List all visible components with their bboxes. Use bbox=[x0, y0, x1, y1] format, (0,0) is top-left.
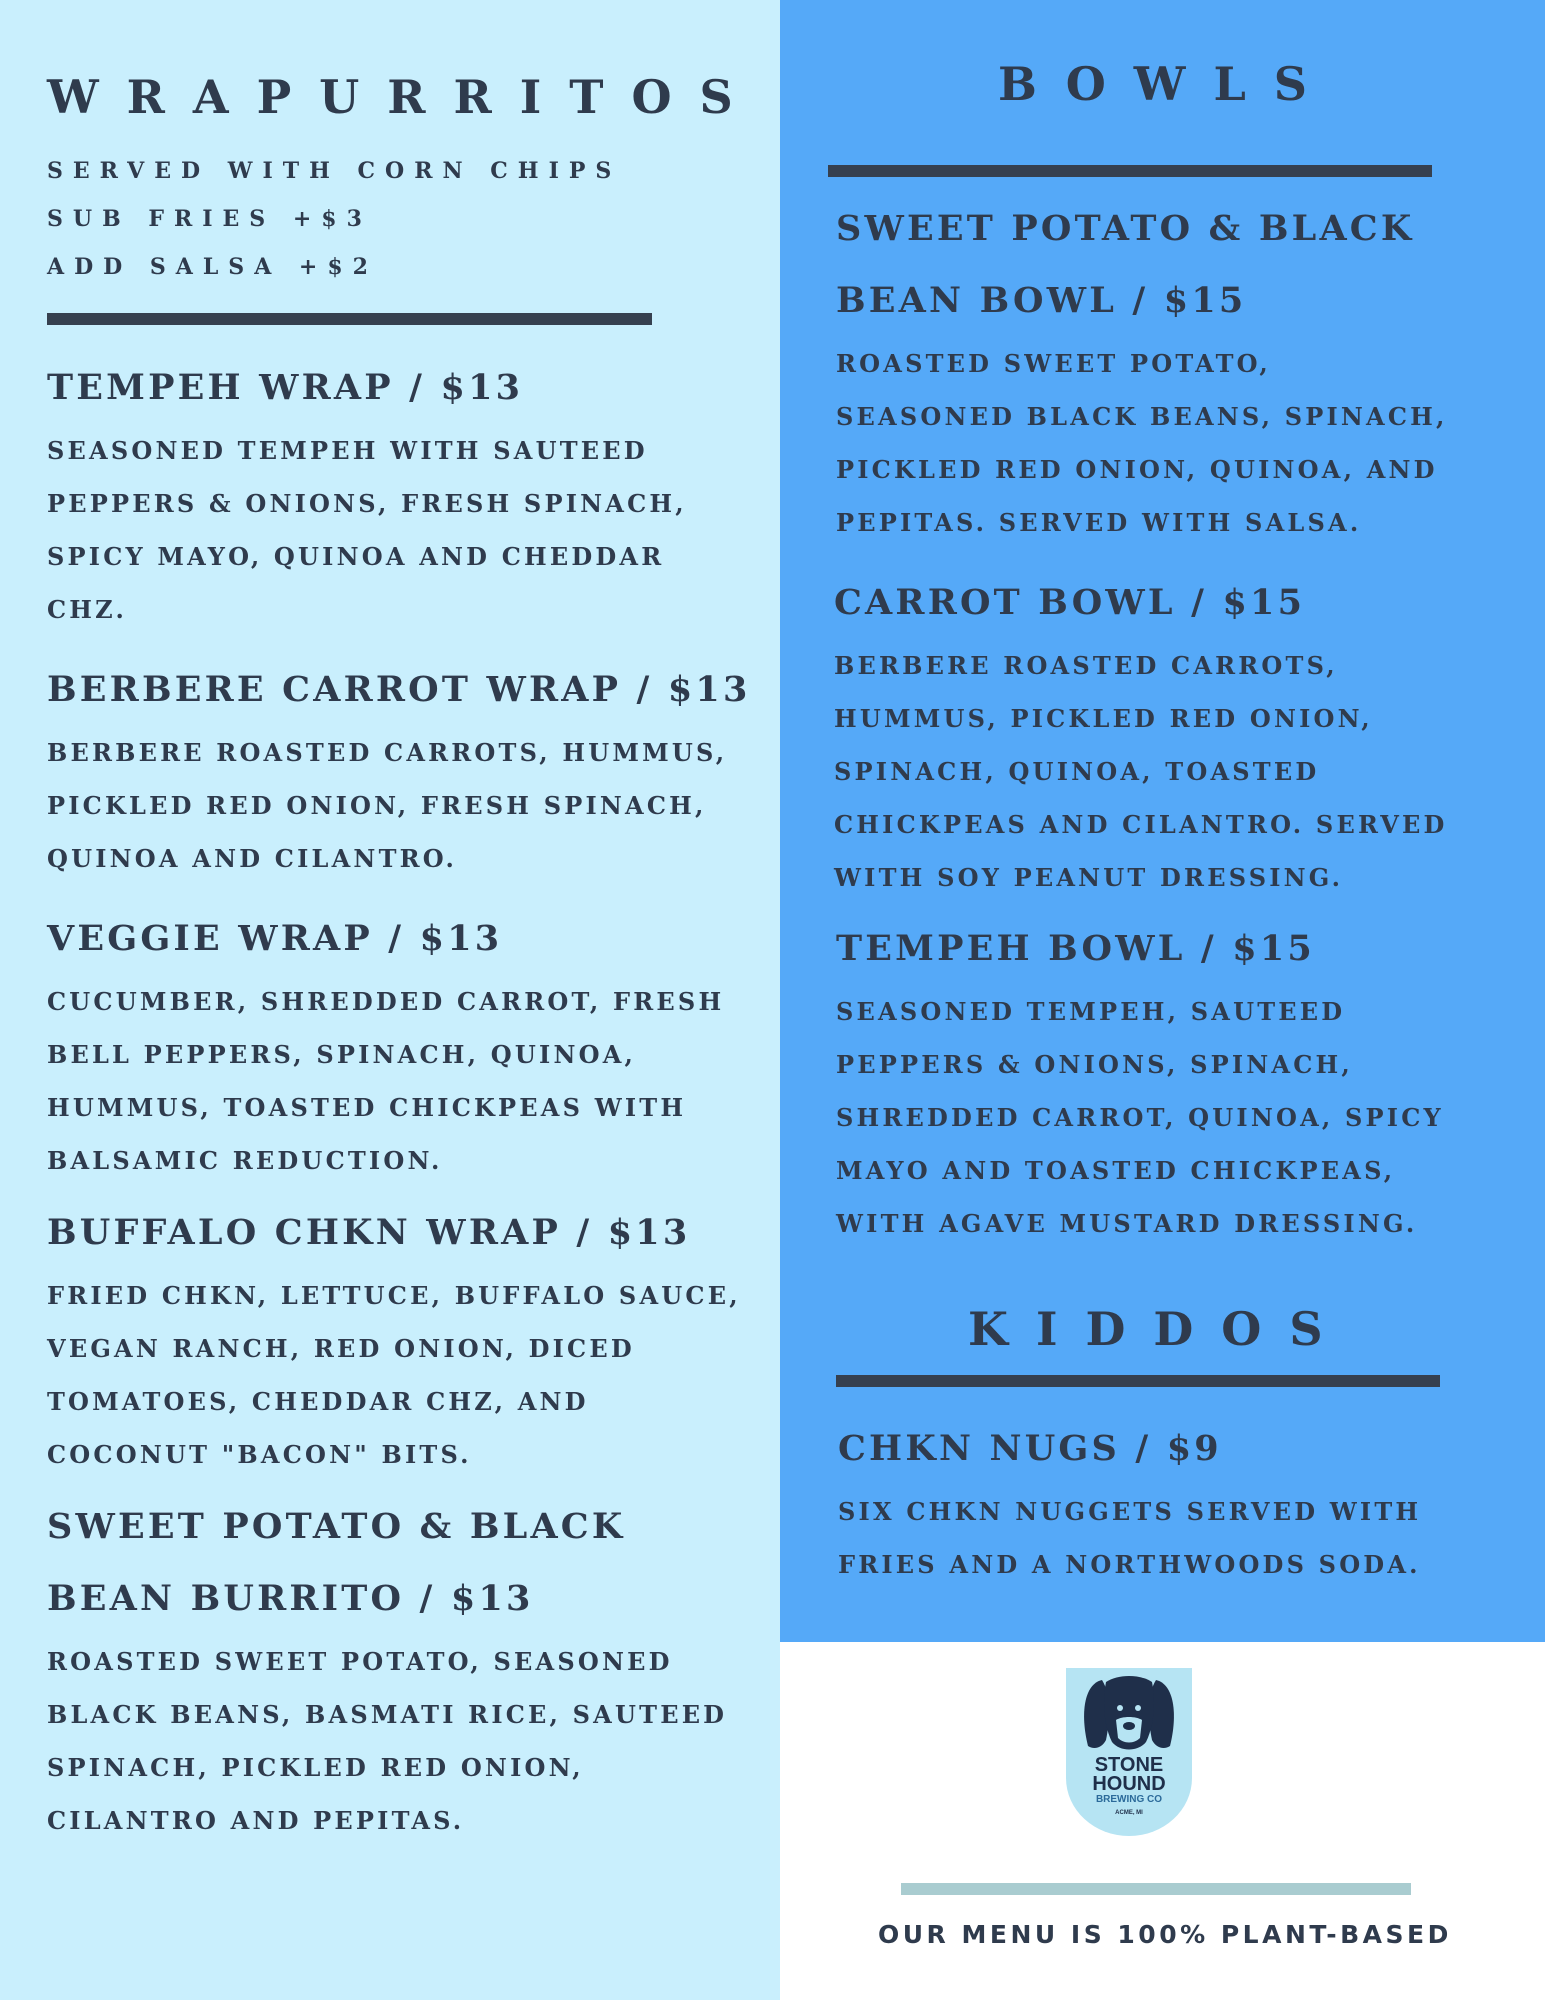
menu-item-veggie-wrap bbox=[47, 903, 724, 1187]
item-title: SWEET POTATO & BLACK BEAN BURRITO / $13 bbox=[47, 1506, 626, 1619]
note-corn-chips: SERVED WITH CORN CHIPS bbox=[47, 158, 622, 184]
menu-item-tempeh-bowl bbox=[836, 913, 1444, 1250]
item-title: VEGGIE WRAP / $13 bbox=[47, 918, 503, 959]
kiddos-divider bbox=[836, 1375, 1440, 1387]
item-title: SWEET POTATO & BLACK BEAN BOWL / $15 bbox=[836, 208, 1415, 321]
plant-based-note: OUR MENU IS 100% PLANT-BASED bbox=[878, 1920, 1452, 1949]
bowls-title: BOWLS bbox=[998, 57, 1336, 111]
item-description: SEASONED TEMPEH, SAUTEED PEPPERS & ONIONS, SPINACH, SHREDDED CARROT, QUINOA, SPICY MAYO AND TOASTED CHICKPEAS, WITH AGAVE MUSTARD DRESSING. bbox=[836, 997, 1444, 1238]
bowls-divider bbox=[828, 165, 1432, 177]
item-description: ROASTED SWEET POTATO, SEASONED BLACK BEANS, SPINACH, PICKLED RED ONION, QUINOA, AND PEPITAS. SERVED WITH SALSA. bbox=[836, 349, 1448, 537]
item-title: TEMPEH BOWL / $15 bbox=[836, 928, 1315, 969]
menu-item-carrot-bowl bbox=[834, 567, 1448, 904]
menu-item-tempeh-wrap bbox=[47, 352, 687, 636]
item-title: TEMPEH WRAP / $13 bbox=[47, 367, 524, 408]
item-title: BERBERE CARROT WRAP / $13 bbox=[47, 669, 751, 710]
wrapurritos-divider bbox=[47, 313, 652, 325]
item-description: SIX CHKN NUGGETS SERVED WITH FRIES AND A NORTHWOODS SODA. bbox=[838, 1497, 1422, 1579]
item-title: CARROT BOWL / $15 bbox=[834, 582, 1306, 623]
note-add-salsa: ADD SALSA +$2 bbox=[47, 254, 378, 280]
item-description: BERBERE ROASTED CARROTS, HUMMUS, PICKLED RED ONION, FRESH SPINACH, QUINOA AND CILANTRO. bbox=[47, 738, 728, 873]
menu-item-berbere-carrot-wrap bbox=[47, 654, 751, 885]
footer-divider bbox=[901, 1883, 1411, 1895]
stone-hound-logo bbox=[1066, 1668, 1192, 1836]
logo-wordmark: STONE HOUND BREWING CO ACME, MI bbox=[1092, 1754, 1166, 1816]
menu-item-sweet-potato-bowl bbox=[836, 193, 1448, 549]
menu-item-chkn-nugs bbox=[838, 1413, 1421, 1591]
wrapurritos-title: WRAPURRITOS bbox=[47, 70, 761, 124]
menu-item-sweet-potato-burrito bbox=[47, 1491, 727, 1847]
item-description: FRIED CHKN, LETTUCE, BUFFALO SAUCE, VEGAN RANCH, RED ONION, DICED TOMATOES, CHEDDAR CHZ, AND COCONUT "BACON" BITS. bbox=[47, 1281, 741, 1469]
kiddos-title: KIDDOS bbox=[968, 1302, 1351, 1356]
note-sub-fries: SUB FRIES +$3 bbox=[47, 206, 372, 232]
item-description: CUCUMBER, SHREDDED CARROT, FRESH BELL PEPPERS, SPINACH, QUINOA, HUMMUS, TOASTED CHICKPEAS WITH BALSAMIC REDUCTION. bbox=[47, 987, 725, 1175]
item-description: ROASTED SWEET POTATO, SEASONED BLACK BEANS, BASMATI RICE, SAUTEED SPINACH, PICKLED RED ONION, CILANTRO AND PEPITAS. bbox=[47, 1647, 728, 1835]
item-title: BUFFALO CHKN WRAP / $13 bbox=[47, 1212, 691, 1253]
menu-item-buffalo-chkn-wrap bbox=[47, 1197, 741, 1481]
item-description: BERBERE ROASTED CARROTS, HUMMUS, PICKLED RED ONION, SPINACH, QUINOA, TOASTED CHICKPEAS AND CILANTRO. SERVED WITH SOY PEANUT DRESSING. bbox=[834, 651, 1448, 892]
item-description: SEASONED TEMPEH WITH SAUTEED PEPPERS & ONIONS, FRESH SPINACH, SPICY MAYO, QUINOA AND CHEDDAR CHZ. bbox=[47, 436, 687, 624]
item-title: CHKN NUGS / $9 bbox=[838, 1428, 1222, 1469]
